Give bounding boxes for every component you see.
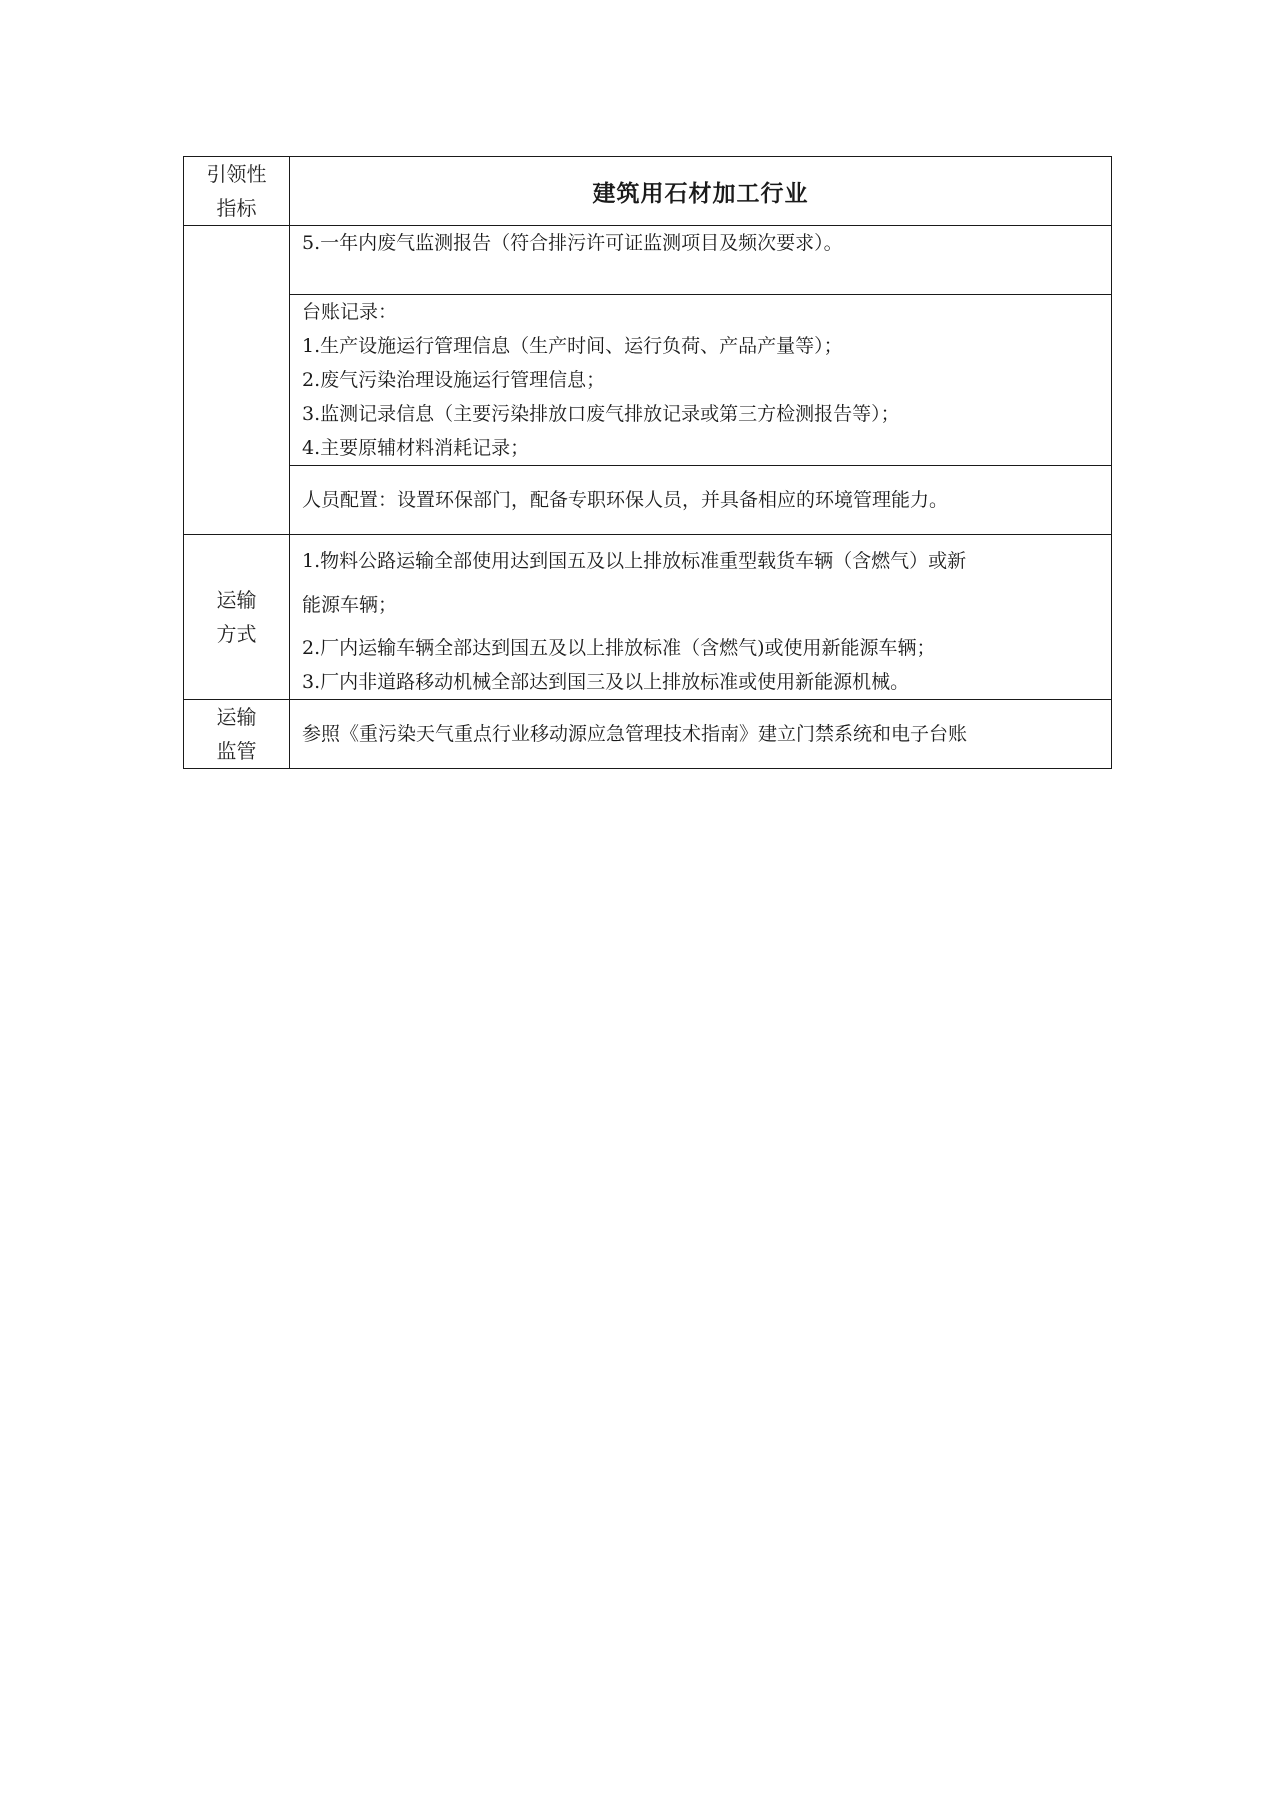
transport-mode-label-line2: 方式 xyxy=(216,622,257,646)
monitoring-cell xyxy=(290,226,1112,295)
transport-mode-cell xyxy=(290,535,1112,700)
transport-mode-label-line1: 运输 xyxy=(216,588,257,612)
transport-supervision-label xyxy=(184,700,290,769)
transport-supervision-text: 参照《重污染天气重点行业移动源应急管理技术指南》建立门禁系统和电子台账 xyxy=(302,723,968,745)
header-label-cell xyxy=(184,157,290,226)
indicator-table xyxy=(183,156,1112,769)
header-label-line1: 引领性 xyxy=(206,162,267,186)
staffing-text: 人员配置：设置环保部门，配备专职环保人员，并具备相应的环境管理能力。 xyxy=(302,489,949,511)
ledger-heading: 台账记录： xyxy=(302,301,398,323)
ledger-item: 3.监测记录信息（主要污染排放口废气排放记录或第三方检测报告等）； xyxy=(302,403,900,425)
transport-supervision-row xyxy=(184,700,1112,769)
staffing-row xyxy=(184,466,1112,535)
transport-item-2: 2.厂内运输车辆全部达到国五及以上排放标准（含燃气)或使用新能源车辆； xyxy=(302,637,936,659)
transport-supervision-label-line1: 运输 xyxy=(216,705,257,729)
ledger-cell xyxy=(290,295,1112,466)
header-row xyxy=(184,157,1112,226)
ledger-item: 2.废气污染治理设施运行管理信息； xyxy=(302,369,606,391)
transport-mode-row xyxy=(184,535,1112,700)
monitoring-row xyxy=(184,226,1112,295)
ledger-item: 1.生产设施运行管理信息（生产时间、运行负荷、产品产量等）； xyxy=(302,335,843,357)
ledger-item: 4.主要原辅材料消耗记录； xyxy=(302,437,530,459)
transport-supervision-label-line2: 监管 xyxy=(216,739,257,763)
header-label-line2: 指标 xyxy=(216,196,257,220)
staffing-cell xyxy=(290,466,1112,535)
transport-item-3: 3.厂内非道路移动机械全部达到国三及以上排放标准或使用新能源机械。 xyxy=(302,671,910,693)
transport-item-1-line2: 能源车辆； xyxy=(302,594,398,616)
transport-item-1-line1: 1.物料公路运输全部使用达到国五及以上排放标准重型载货车辆（含燃气）或新 xyxy=(302,550,967,572)
transport-supervision-cell xyxy=(290,700,1112,769)
transport-mode-label xyxy=(184,535,290,700)
empty-label-cell xyxy=(184,226,290,535)
table-title: 建筑用石材加工行业 xyxy=(290,157,1112,226)
ledger-row xyxy=(184,295,1112,466)
monitoring-text: 5.一年内废气监测报告（符合排污许可证监测项目及频次要求）。 xyxy=(302,232,843,254)
